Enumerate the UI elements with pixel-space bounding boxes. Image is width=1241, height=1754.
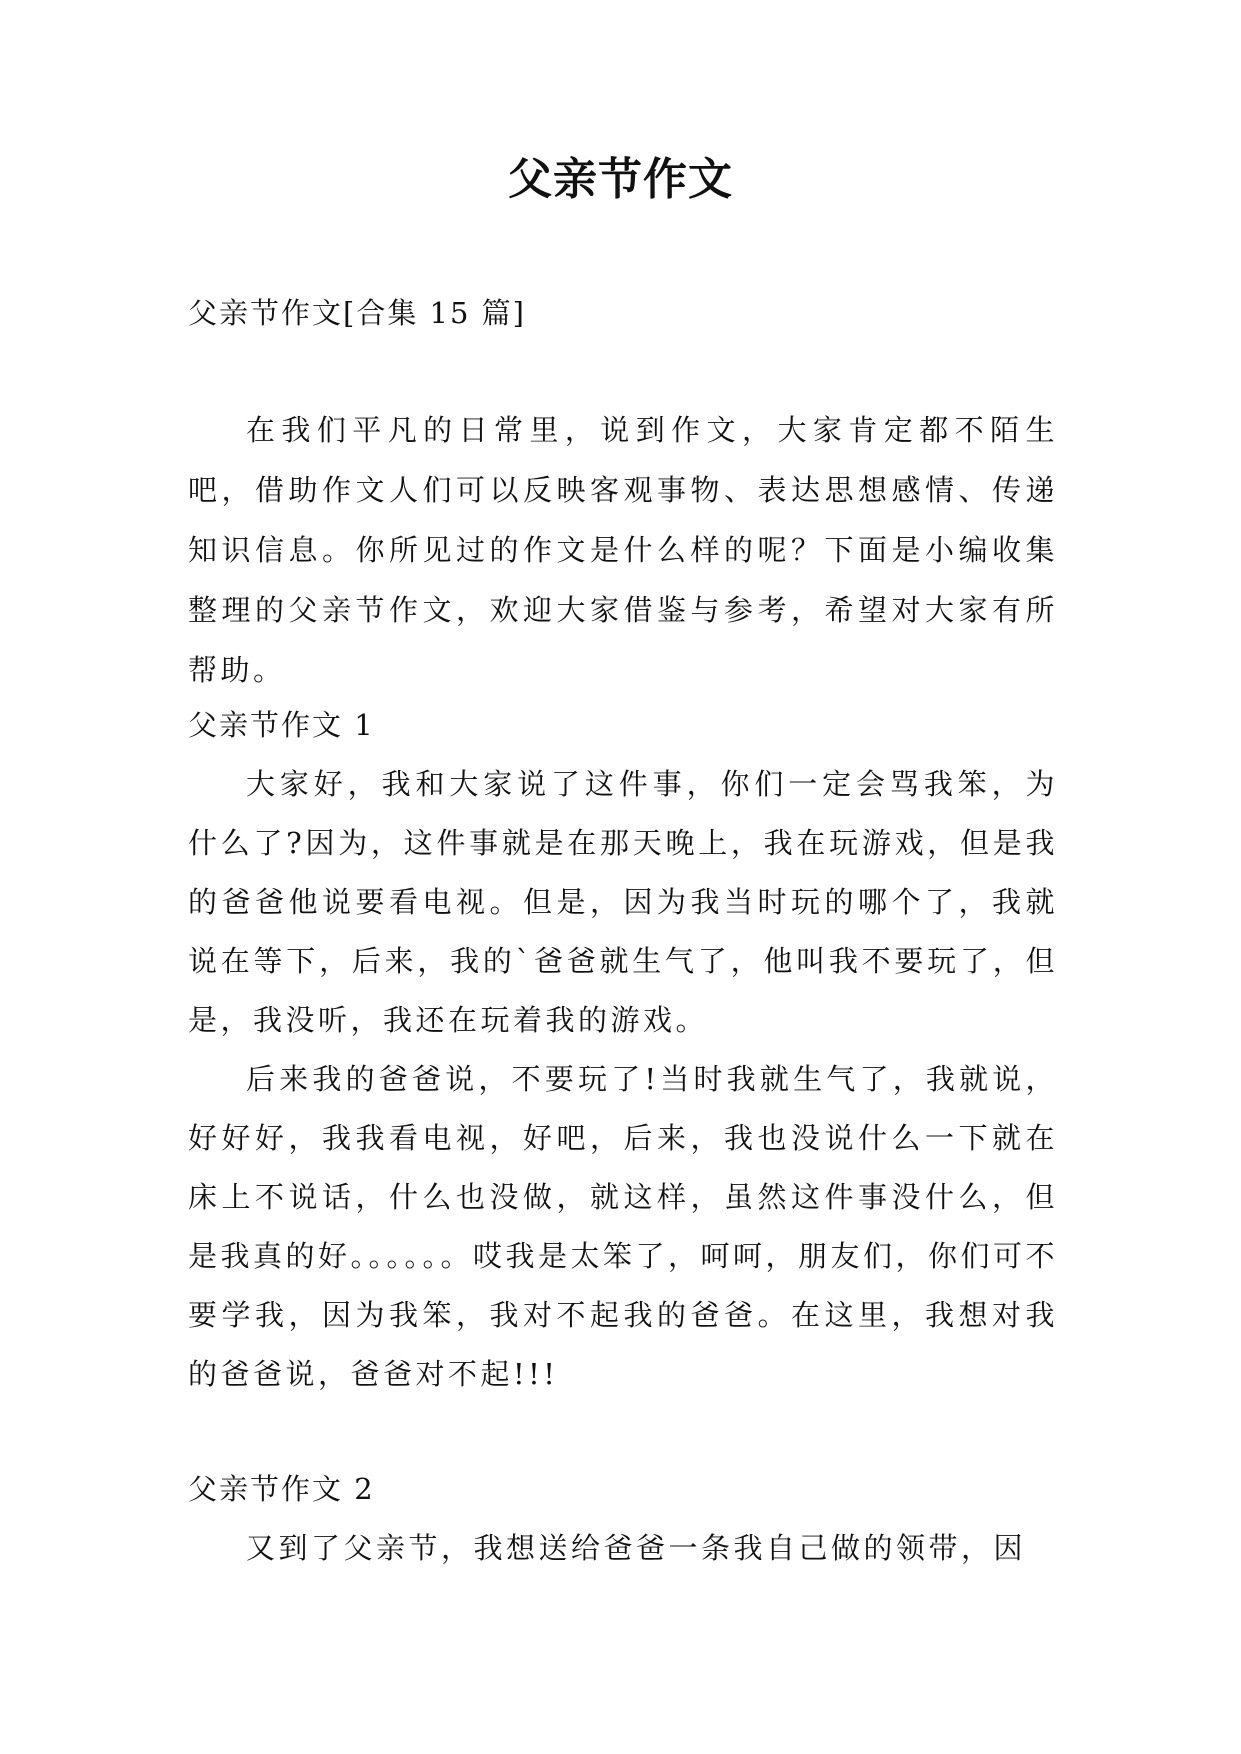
essay-section-2	[188, 1460, 1058, 1578]
essay-section-1	[188, 696, 1058, 1404]
intro-section	[188, 400, 1058, 700]
essay-heading-2: 父亲节作文 2	[188, 1472, 375, 1506]
essay-2-paragraph-1: 又到了父亲节，我想送给爸爸一条我自己做的领带，因	[246, 1531, 1027, 1565]
intro-paragraph: 在我们平凡的日常里，说到作文，大家肯定都不陌生吧，借助作文人们可以反映客观事物、表达思想感情、传递知识信息。你所见过的作文是什么样的呢？下面是小编收集整理的父亲节作文，欢迎大家借鉴与参考，希望对大家有所帮助。	[188, 413, 1058, 687]
essay-1-paragraph-2: 后来我的爸爸说，不要玩了!当时我就生气了，我就说，好好好，我我看电视，好吧，后来，我也没说什么一下就在床上不说话，什么也没做，就这样，虽然这件事没什么，但是我真的好。。。。。。哎我是太笨了，呵呵，朋友们，你们可不要学我，因为我笨，我对不起我的爸爸。在这里，我想对我的爸爸说，爸爸对不起!!!	[188, 1062, 1059, 1391]
essay-1-paragraph-1: 大家好，我和大家说了这件事，你们一定会骂我笨，为什么了?因为，这件事就是在那天晚上，我在玩游戏，但是我的爸爸他说要看电视。但是，因为我当时玩的哪个了，我就说在等下，后来，我的`爸爸就生气了，他叫我不要玩了，但是，我没听，我还在玩着我的游戏。	[188, 767, 1058, 1037]
document-title: 父亲节作文	[508, 154, 733, 205]
essay-heading-1: 父亲节作文 1	[188, 708, 375, 742]
document-subtitle: 父亲节作文[合集 15 篇]	[188, 296, 526, 330]
